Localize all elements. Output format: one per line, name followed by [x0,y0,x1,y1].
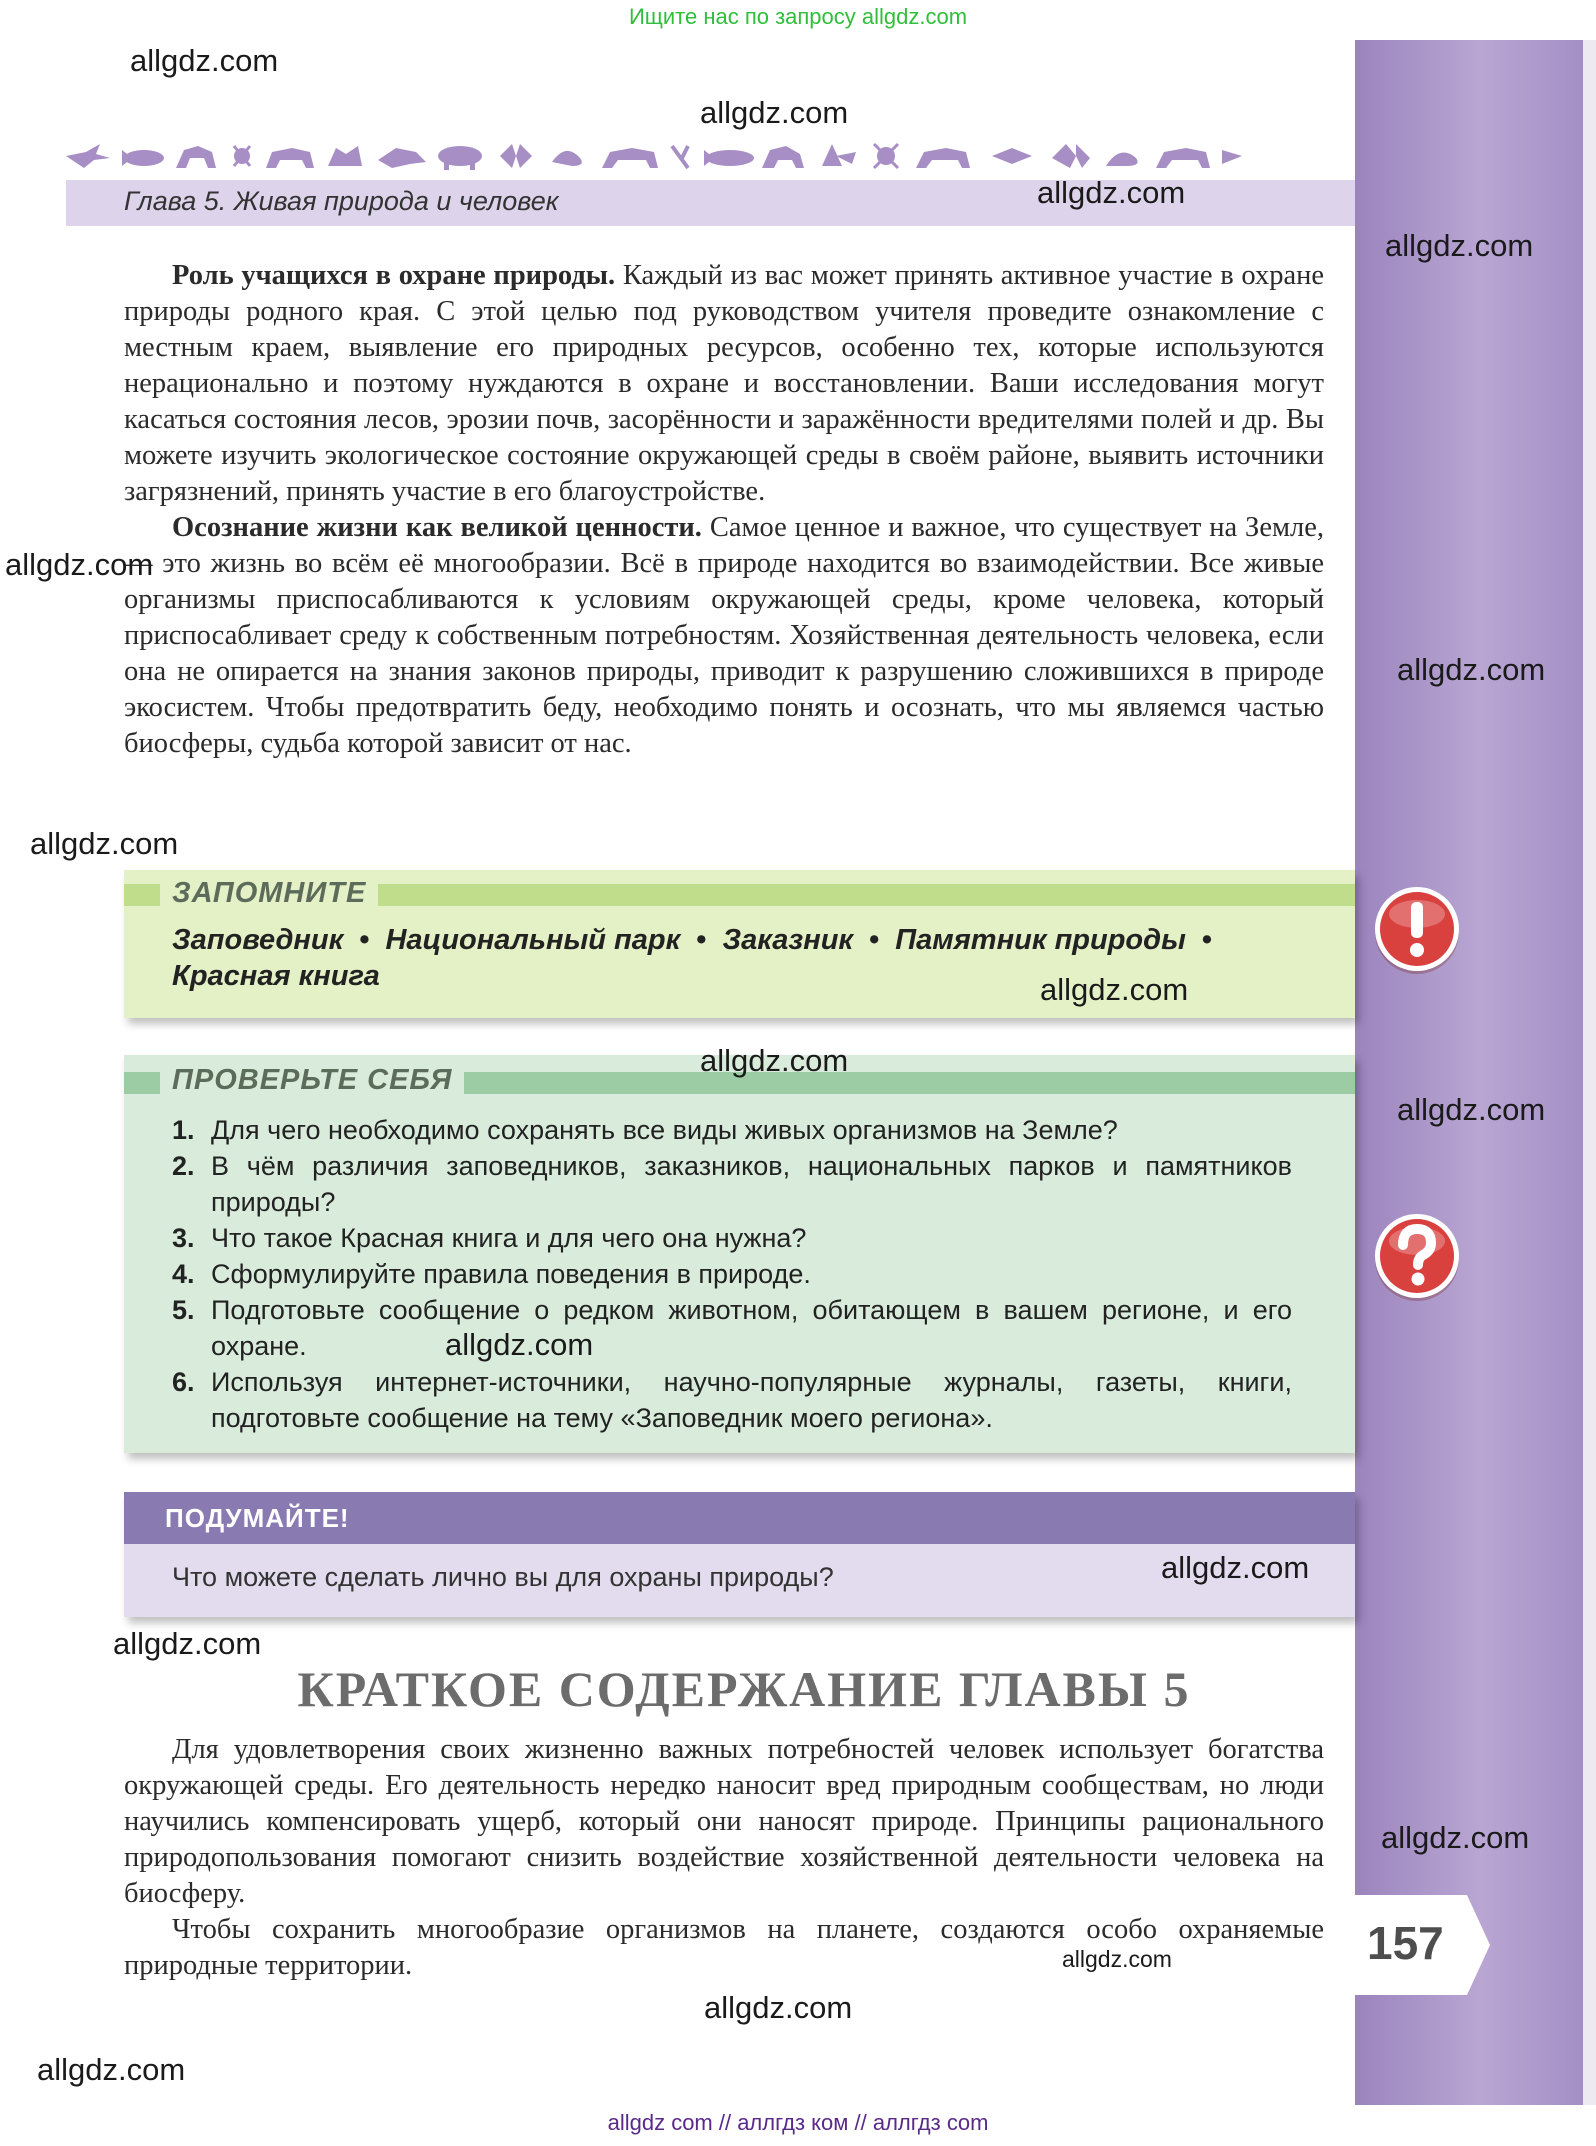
question-number: 5. [172,1295,195,1325]
watermark: allgdz.com [1161,1550,1310,1585]
question-number: 1. [172,1115,195,1145]
question-number: 4. [172,1259,195,1289]
watermark: allgdz.com [113,1626,262,1661]
watermark: allgdz.com [30,826,179,861]
watermark: allgdz.com [1385,228,1534,263]
term: Национальный парк [385,924,681,956]
term-separator: • [869,924,880,956]
watermark: allgdz.com [1062,1946,1172,1972]
body-text [124,258,1324,762]
question-number: 3. [172,1223,195,1253]
watermark: allgdz.com [1037,175,1186,210]
question-item [172,1112,1292,1148]
watermark: allgdz.com [1397,1092,1546,1127]
watermark: allgdz.com [700,1043,849,1078]
questions-list [172,1112,1292,1436]
watermark: allgdz.com [1040,972,1189,1007]
question-item [172,1256,1292,1292]
watermark: allgdz.com [1381,1820,1530,1855]
question-text: Для чего необходимо сохранять все виды живых организмов на Земле? [211,1115,1118,1145]
term: Заказник [722,924,854,956]
exclamation-icon [1371,884,1463,976]
summary-paragraph: Чтобы сохранить многообразие организмов на планете, создаются особо охраняемые природные территории. [124,1914,1324,1981]
question-number: 6. [172,1367,195,1397]
think-text: Что можете сделать лично вы для охраны природы? [172,1562,834,1592]
watermark: allgdz.com [1397,652,1546,687]
term-separator: • [696,924,707,956]
term-separator: • [1201,924,1212,956]
term: Красная книга [172,960,380,992]
summary-paragraph: Для удовлетворения своих жизненно важных потребностей человек использует богатства окружающей среды. Его деятельность нередко наносит вред природным сообществам, но люди научились компенсировать ущерб, который они наносят природе. Принципы рационального природопользования помогают снизить воздействие хозяйственной деятельности человека на биосферу. [124,1734,1324,1909]
watermark: allgdz.com [445,1327,594,1362]
paragraph-text: Каждый из вас может принять активное участие в охране природы родного края. С этой целью под руководством учителя проведите ознакомление с местным краем, выявление его природных ресурсов, особенно тех, которые используются нерационально и поэтому нуждаются в охране и восстановлении. Ваши исследования могут касаться состояния лесов, эрозии почв, засорённости и заражённости вредителями полей и др. Вы можете изучить экологическое состояние окружающей среды в своём районе, выявить источники загрязнений, принять участие в его благоустройстве. [124,260,1324,507]
question-text: Подготовьте сообщение о редком животном, обитающем в вашем регионе, и его охране. [211,1295,1292,1361]
check-yourself-heading: ПРОВЕРЬТЕ СЕБЯ [160,1064,464,1097]
paragraph-students-role [124,258,1324,510]
page-number: 157 [1367,1917,1444,1969]
paragraph-text: Самое ценное и важное, что существует на Земле, — это жизнь во всём её многообразии. Всё в природе находится во взаимодействии. Все живые организмы приспосабливаются к условиям окружающей среды, кроме человека, который приспосабливает среду к собственным потребностям. Хозяйственная деятельность человека, если она не опирается на знания законов природы, приводит к разрушению сложившихся в природе экосистем. Чтобы предотвратить беду, необходимо понять и осознать, что мы являемся частью биосферы, судьба которой зависит от нас. [124,512,1325,759]
animal-silhouettes-decoration [66,138,1246,174]
paragraph-life-value [124,510,1324,762]
page-edge [1583,40,1596,2105]
think-heading: ПОДУМАЙТЕ! [165,1503,350,1533]
question-item [172,1148,1292,1220]
term: Памятник природы [895,924,1186,956]
term-separator: • [359,924,370,956]
watermark: allgdz.com [130,43,279,78]
question-text: Что такое Красная книга и для чего она нужна? [211,1223,807,1253]
watermark: allgdz.com [704,1990,853,2025]
paragraph-heading: Роль учащихся в охране природы. [172,260,616,291]
paragraph-heading: Осознание жизни как великой ценности. [172,512,702,543]
remember-heading: ЗАПОМНИТЕ [160,877,378,910]
watermark: allgdz.com [700,95,849,130]
question-icon [1371,1211,1463,1303]
term: Заповедник [172,924,344,956]
summary-title: КРАТКОЕ СОДЕРЖАНИЕ ГЛАВЫ 5 [297,1661,1191,1717]
question-item [172,1220,1292,1256]
question-item [172,1292,1292,1364]
watermark: allgdz.com [37,2052,186,2087]
question-item [172,1364,1292,1436]
question-text: Используя интернет-источники, научно-популярные журналы, газеты, книги, подготовьте сообщение на тему «Заповедник моего региона». [211,1367,1292,1433]
top-banner-link[interactable]: Ищите нас по запросу allgdz.com [628,4,968,29]
question-text: Сформулируйте правила поведения в природе. [211,1259,811,1289]
question-number: 2. [172,1151,195,1181]
question-text: В чём различия заповедников, заказников, национальных парков и памятников природы? [211,1151,1292,1217]
chapter-title: Глава 5. Живая природа и человек [124,186,559,216]
side-decorative-band [1355,40,1583,2105]
watermark: allgdz.com [5,547,154,582]
footer-links[interactable]: allgdz com // аллгдз ком // аллгдз com [607,2110,989,2135]
